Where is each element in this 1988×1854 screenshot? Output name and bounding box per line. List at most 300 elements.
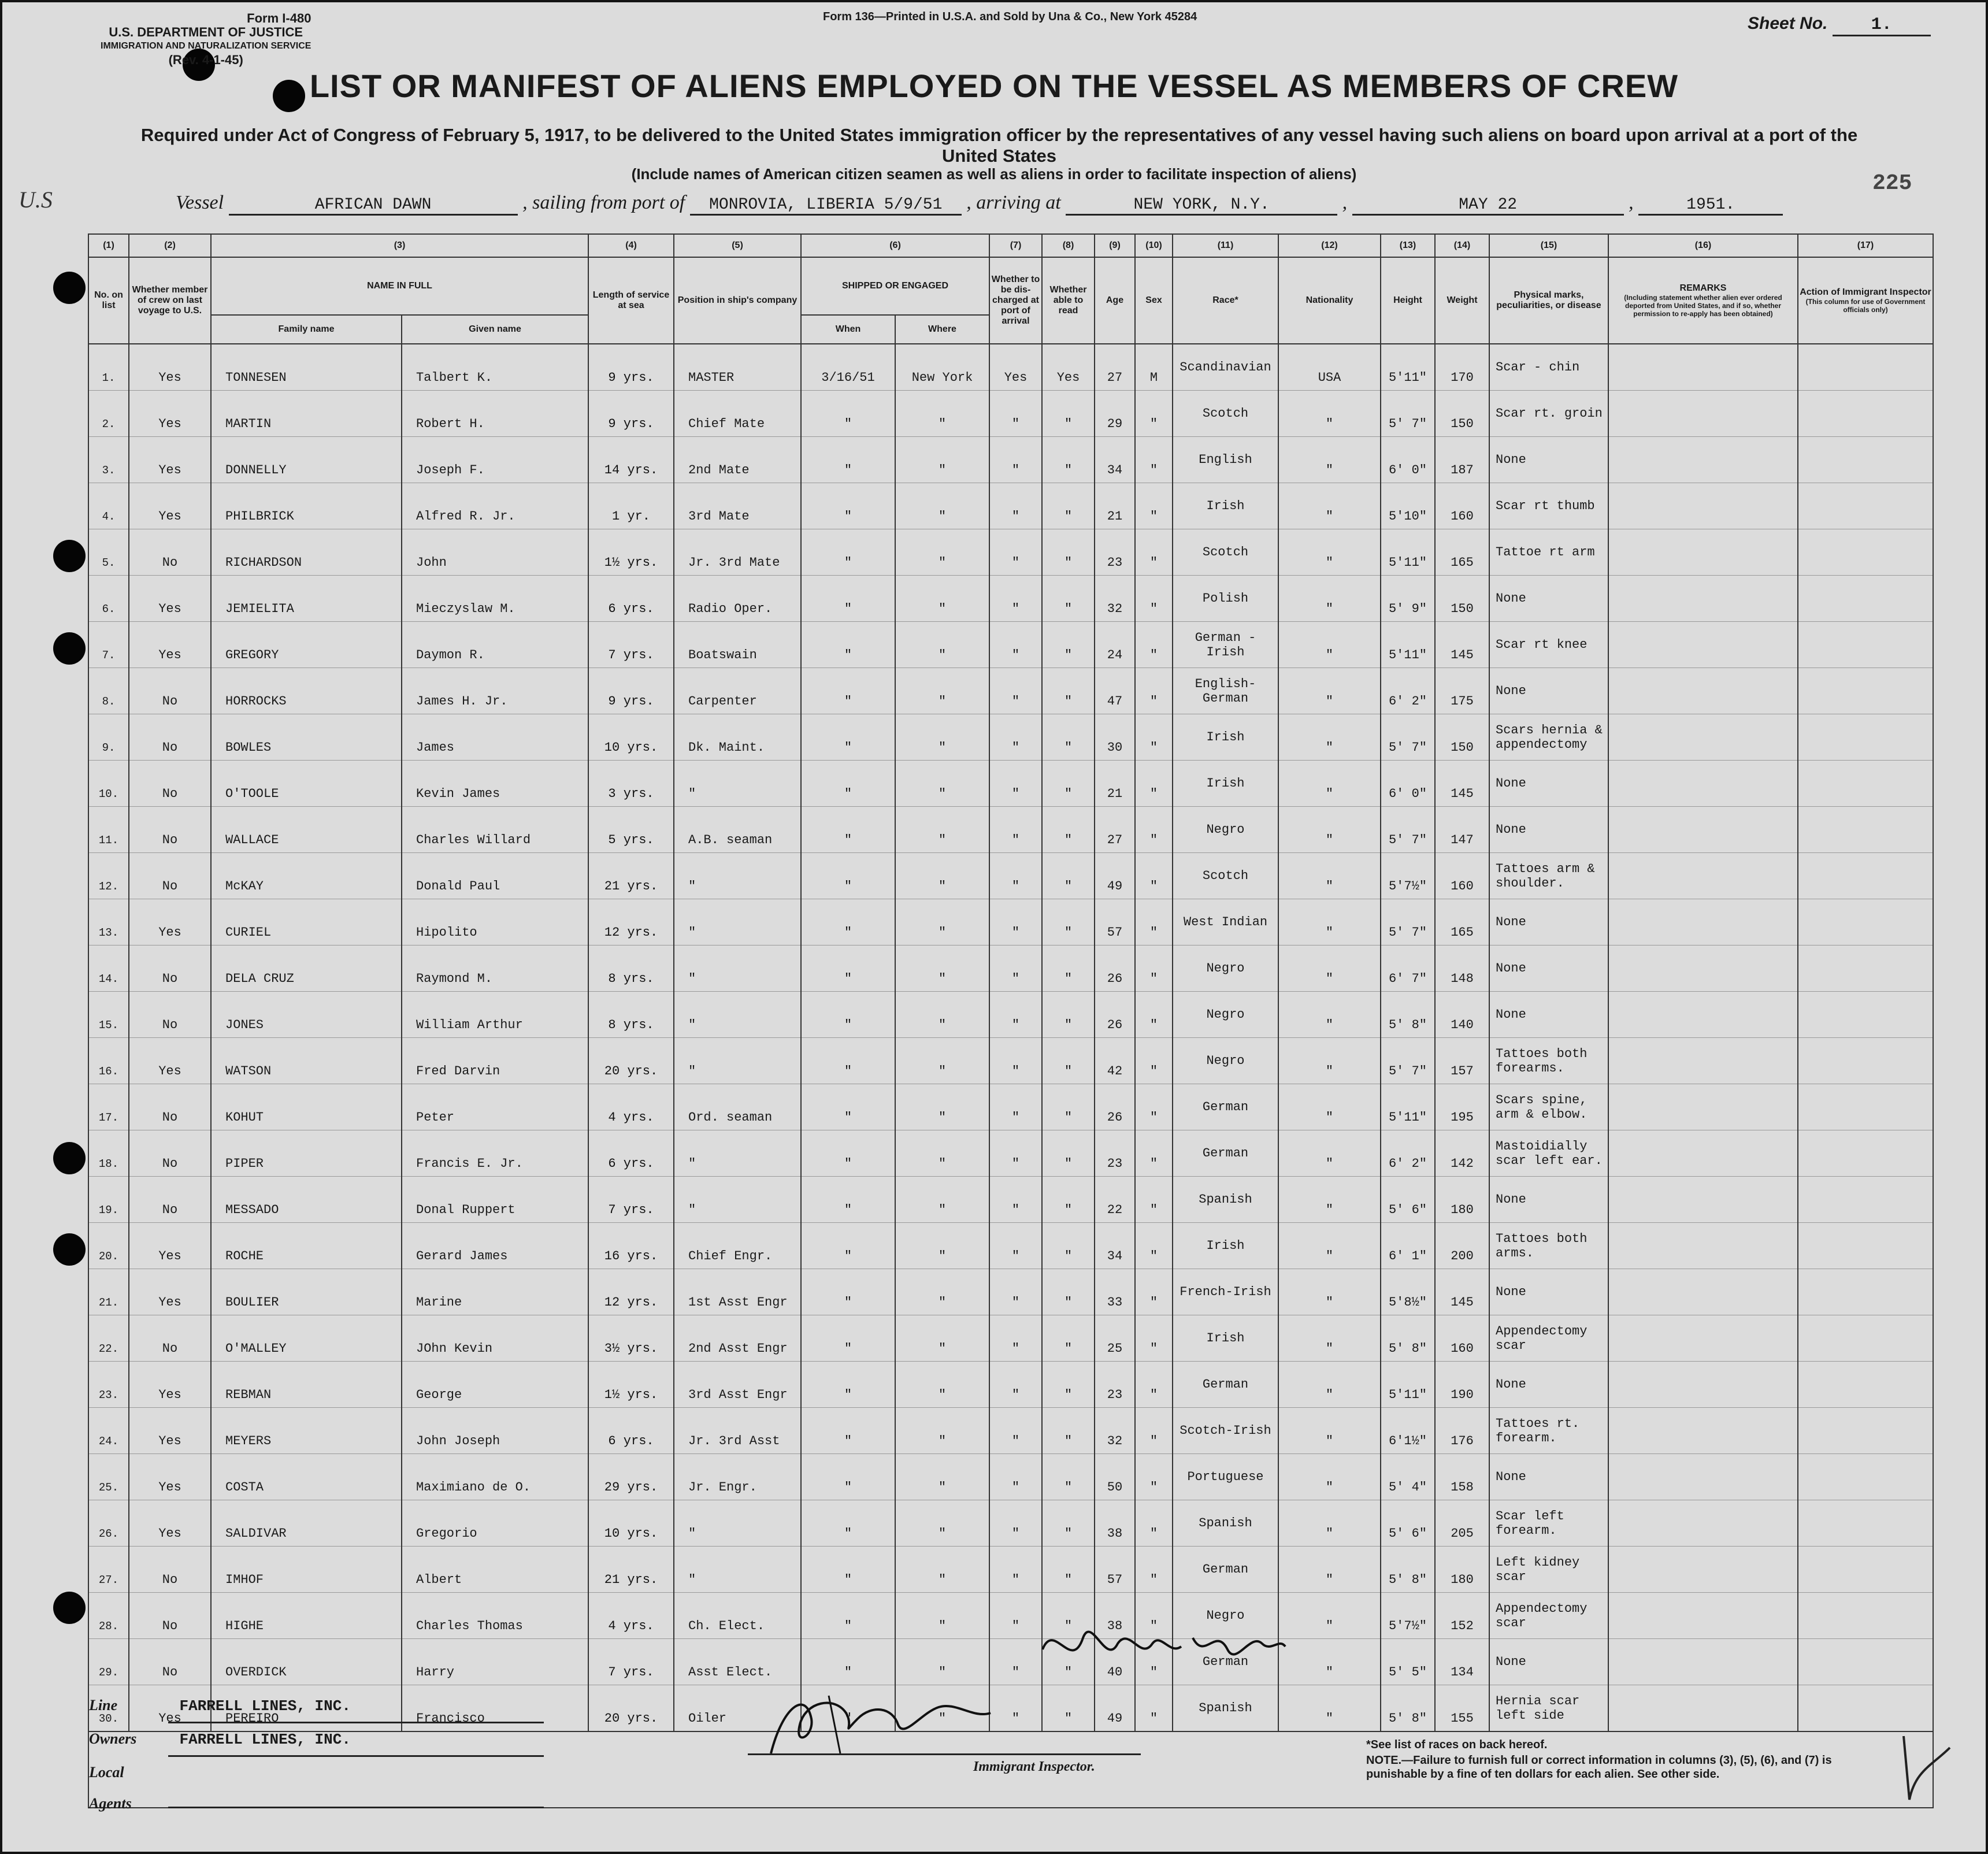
table-row [88,391,1933,437]
weight: 165 [1435,899,1489,945]
shipped-where: New York [895,344,989,391]
age: 49 [1095,853,1135,899]
length-of-service: 9 yrs. [588,391,674,437]
weight: 195 [1435,1084,1489,1130]
remarks-cell [1608,483,1798,529]
ship-position: Jr. 3rd Mate [674,529,801,576]
able-to-read: Yes [1042,344,1095,391]
sex: " [1135,992,1173,1038]
owners-value: FARRELL LINES, INC. [168,1724,544,1757]
sex: " [1135,529,1173,576]
table-row [88,1593,1933,1639]
weight: 160 [1435,853,1489,899]
length-of-service: 1 yr. [588,483,674,529]
given-name: James [402,714,588,761]
header-where: Where [895,315,989,344]
shipped-when: " [801,807,895,853]
table-row [88,622,1933,668]
line-owners-block [89,1690,544,1819]
shipped-where: " [895,576,989,622]
shipped-when: " [801,1408,895,1454]
action-cell [1798,807,1933,853]
given-name: John [402,529,588,576]
shipped-where: " [895,1362,989,1408]
col-2-number: (2) [129,234,211,257]
race: West Indian [1173,899,1278,945]
member-last-voyage: No [129,1315,211,1362]
height: 5' 7" [1381,1038,1435,1084]
weight: 147 [1435,807,1489,853]
stamp-number: 225 [1872,171,1912,196]
to-be-discharged: " [989,391,1042,437]
table-row [88,1038,1933,1084]
shipped-where: " [895,761,989,807]
length-of-service: 3 yrs. [588,761,674,807]
physical-marks: None [1489,1177,1608,1223]
physical-marks: None [1489,899,1608,945]
height: 5' 8" [1381,992,1435,1038]
shipped-when: " [801,1038,895,1084]
ship-position: Jr. Engr. [674,1454,801,1500]
member-last-voyage: Yes [129,437,211,483]
action-cell [1798,622,1933,668]
table-row [88,1408,1933,1454]
sex: " [1135,1362,1173,1408]
header-action [1798,257,1933,344]
race: Portuguese [1173,1454,1278,1500]
age: 34 [1095,437,1135,483]
shipped-when: " [801,853,895,899]
race: Irish [1173,483,1278,529]
ship-position: Carpenter [674,668,801,714]
action-cell [1798,1547,1933,1593]
col-5-number: (5) [674,234,801,257]
able-to-read: " [1042,853,1095,899]
sex: " [1135,714,1173,761]
height: 5'11" [1381,529,1435,576]
nationality: " [1278,1685,1381,1732]
age: 38 [1095,1500,1135,1547]
col-4-number: (4) [588,234,674,257]
given-name: Maximiano de O. [402,1454,588,1500]
to-be-discharged: " [989,1177,1042,1223]
remarks-title: REMARKS [1679,283,1727,293]
sailing-label: , sailing from port of [522,192,685,213]
shipped-where: " [895,1223,989,1269]
member-last-voyage: No [129,1130,211,1177]
shipped-when: " [801,761,895,807]
member-last-voyage: Yes [129,483,211,529]
member-last-voyage: Yes [129,899,211,945]
arriving-value: NEW YORK, N.Y. [1066,196,1337,216]
shipped-when: " [801,1547,895,1593]
length-of-service: 12 yrs. [588,1269,674,1315]
row-number: 30. [88,1685,129,1732]
given-name: Robert H. [402,391,588,437]
member-last-voyage: No [129,945,211,992]
physical-marks: Scar rt thumb [1489,483,1608,529]
col-17-number: (17) [1798,234,1933,257]
sex: " [1135,761,1173,807]
member-last-voyage: No [129,714,211,761]
table-row [88,576,1933,622]
row-number: 21. [88,1269,129,1315]
weight: 165 [1435,529,1489,576]
given-name: Kevin James [402,761,588,807]
vessel-label: Vessel [176,192,224,213]
member-last-voyage: No [129,1177,211,1223]
table-row [88,945,1933,992]
weight: 150 [1435,576,1489,622]
given-name: Francisco [402,1685,588,1732]
given-name: Marine [402,1269,588,1315]
table-row [88,1177,1933,1223]
header-length-service: Length of service at sea [588,257,674,344]
physical-marks: Scars spine, arm & elbow. [1489,1084,1608,1130]
race: German [1173,1639,1278,1685]
able-to-read: " [1042,483,1095,529]
given-name: James H. Jr. [402,668,588,714]
ship-position: " [674,761,801,807]
race: German - Irish [1173,622,1278,668]
action-cell [1798,529,1933,576]
to-be-discharged: " [989,1362,1042,1408]
weight: 145 [1435,622,1489,668]
row-number: 22. [88,1315,129,1362]
age: 29 [1095,391,1135,437]
weight: 160 [1435,1315,1489,1362]
weight: 150 [1435,391,1489,437]
agents-entry [89,1757,544,1819]
height: 5' 8" [1381,1315,1435,1362]
ship-position: " [674,853,801,899]
action-cell [1798,1084,1933,1130]
shipped-when: " [801,714,895,761]
col-10-number: (10) [1135,234,1173,257]
header-no-on-list: No. on list [88,257,129,344]
family-name: MESSADO [211,1177,402,1223]
header-weight: Weight [1435,257,1489,344]
weight: 142 [1435,1130,1489,1177]
action-note: (This column for use of Government officials only) [1805,298,1926,314]
nationality: " [1278,992,1381,1038]
race: Irish [1173,1223,1278,1269]
given-name: JOhn Kevin [402,1315,588,1362]
shipped-where: " [895,1177,989,1223]
nationality: " [1278,391,1381,437]
physical-marks: None [1489,807,1608,853]
physical-marks: Appendectomy scar [1489,1315,1608,1362]
ship-position: Asst Elect. [674,1639,801,1685]
height: 5'11" [1381,622,1435,668]
to-be-discharged: " [989,668,1042,714]
action-cell [1798,437,1933,483]
page-title: LIST OR MANIFEST OF ALIENS EMPLOYED ON THE VESSEL AS MEMBERS OF CREW [309,68,1679,104]
shipped-where: " [895,1269,989,1315]
remarks-cell [1608,714,1798,761]
nationality: " [1278,807,1381,853]
age: 57 [1095,1547,1135,1593]
ship-position: MASTER [674,344,801,391]
race: Polish [1173,576,1278,622]
sex: " [1135,1130,1173,1177]
shipped-when: " [801,1315,895,1362]
header-shipped-engaged: SHIPPED OR ENGAGED [801,257,989,315]
length-of-service: 1½ yrs. [588,529,674,576]
age: 23 [1095,529,1135,576]
weight: 145 [1435,761,1489,807]
remarks-cell [1608,529,1798,576]
row-number: 3. [88,437,129,483]
weight: 150 [1435,714,1489,761]
punch-hole [53,1233,86,1266]
ship-position: " [674,1547,801,1593]
sex: " [1135,945,1173,992]
age: 32 [1095,1408,1135,1454]
given-name: George [402,1362,588,1408]
age: 27 [1095,807,1135,853]
ship-position: Dk. Maint. [674,714,801,761]
able-to-read: " [1042,1454,1095,1500]
member-last-voyage: No [129,807,211,853]
row-number: 7. [88,622,129,668]
nationality: " [1278,714,1381,761]
length-of-service: 29 yrs. [588,1454,674,1500]
table-row [88,714,1933,761]
header-sex: Sex [1135,257,1173,344]
ship-position: 2nd Mate [674,437,801,483]
action-cell [1798,1177,1933,1223]
weight: 157 [1435,1038,1489,1084]
length-of-service: 12 yrs. [588,899,674,945]
shipped-when: 3/16/51 [801,344,895,391]
row-number: 25. [88,1454,129,1500]
family-name: JONES [211,992,402,1038]
able-to-read: " [1042,1269,1095,1315]
given-name: Talbert K. [402,344,588,391]
ship-position: Radio Oper. [674,576,801,622]
race: Scotch [1173,853,1278,899]
height: 5'8½" [1381,1269,1435,1315]
action-cell [1798,1130,1933,1177]
length-of-service: 20 yrs. [588,1685,674,1732]
table-row [88,1269,1933,1315]
age: 23 [1095,1362,1135,1408]
remarks-cell [1608,576,1798,622]
shipped-where: " [895,1315,989,1362]
nationality: " [1278,761,1381,807]
physical-marks: None [1489,945,1608,992]
remarks-cell [1608,1408,1798,1454]
weight: 152 [1435,1593,1489,1639]
action-cell [1798,1454,1933,1500]
header-race: Race* [1173,257,1278,344]
family-name: COSTA [211,1454,402,1500]
ship-position: " [674,1500,801,1547]
weight: 134 [1435,1639,1489,1685]
remarks-cell [1608,899,1798,945]
remarks-cell [1608,807,1798,853]
row-number: 16. [88,1038,129,1084]
nationality: " [1278,899,1381,945]
age: 26 [1095,992,1135,1038]
remarks-cell [1608,853,1798,899]
nationality: " [1278,1408,1381,1454]
punch-hole [53,272,86,304]
height: 5' 8" [1381,1547,1435,1593]
shipped-where: " [895,437,989,483]
shipped-where: " [895,668,989,714]
member-last-voyage: No [129,992,211,1038]
race: German [1173,1130,1278,1177]
family-name: PEREIRO [211,1685,402,1732]
to-be-discharged: " [989,1500,1042,1547]
length-of-service: 6 yrs. [588,1408,674,1454]
nationality: " [1278,1269,1381,1315]
sheet-number [1748,14,1931,36]
weight: 175 [1435,668,1489,714]
nationality: " [1278,1639,1381,1685]
sex: " [1135,1547,1173,1593]
inspector-signature [759,1673,1002,1765]
length-of-service: 10 yrs. [588,714,674,761]
row-number: 15. [88,992,129,1038]
given-name: Albert [402,1547,588,1593]
length-of-service: 6 yrs. [588,576,674,622]
able-to-read: " [1042,391,1095,437]
ship-position: Ch. Elect. [674,1593,801,1639]
shipped-where: " [895,899,989,945]
remarks-cell [1608,622,1798,668]
header-family-name: Family name [211,315,402,344]
height: 5'11" [1381,344,1435,391]
length-of-service: 21 yrs. [588,853,674,899]
ship-position: Boatswain [674,622,801,668]
sheet-value: 1. [1833,15,1931,36]
height: 5' 7" [1381,714,1435,761]
row-number: 6. [88,576,129,622]
given-name: John Joseph [402,1408,588,1454]
shipped-where: " [895,853,989,899]
nationality: " [1278,1454,1381,1500]
physical-marks: None [1489,1269,1608,1315]
shipped-when: " [801,1639,895,1685]
shipped-when: " [801,1362,895,1408]
table-row [88,1547,1933,1593]
able-to-read: " [1042,1177,1095,1223]
length-of-service: 7 yrs. [588,1639,674,1685]
physical-marks: Left kidney scar [1489,1547,1608,1593]
member-last-voyage: Yes [129,1685,211,1732]
nationality: " [1278,1315,1381,1362]
member-last-voyage: No [129,761,211,807]
sex: " [1135,1177,1173,1223]
table-row [88,1084,1933,1130]
row-number: 14. [88,945,129,992]
length-of-service: 1½ yrs. [588,1362,674,1408]
shipped-when: " [801,1223,895,1269]
shipped-where: " [895,391,989,437]
nationality: " [1278,1177,1381,1223]
given-name: Joseph F. [402,437,588,483]
sex: " [1135,1500,1173,1547]
weight: 205 [1435,1500,1489,1547]
shipped-where: " [895,1408,989,1454]
race: Scotch [1173,391,1278,437]
given-name: Charles Thomas [402,1593,588,1639]
remarks-cell [1608,761,1798,807]
row-number: 5. [88,529,129,576]
agents-value [168,1789,544,1808]
sex: " [1135,483,1173,529]
row-number: 24. [88,1408,129,1454]
member-last-voyage: Yes [129,391,211,437]
age: 21 [1095,483,1135,529]
sex: " [1135,1315,1173,1362]
length-of-service: 6 yrs. [588,1130,674,1177]
physical-marks: Scars hernia & appendectomy [1489,714,1608,761]
col-8-number: (8) [1042,234,1095,257]
race: Irish [1173,1315,1278,1362]
physical-marks: None [1489,576,1608,622]
remarks-cell [1608,391,1798,437]
sheet-label: Sheet No. [1748,14,1828,33]
height: 6' 2" [1381,668,1435,714]
header-name-in-full: NAME IN FULL [211,257,588,315]
physical-marks: Tattoes both arms. [1489,1223,1608,1269]
given-name: Mieczyslaw M. [402,576,588,622]
ship-position: " [674,899,801,945]
height: 5'7½" [1381,1593,1435,1639]
header-whether-member: Whether member of crew on last voyage to U.S. [129,257,211,344]
length-of-service: 14 yrs. [588,437,674,483]
remarks-cell [1608,668,1798,714]
shipped-where: " [895,1639,989,1685]
header-given-name: Given name [402,315,588,344]
nationality: " [1278,945,1381,992]
given-name: Fred Darvin [402,1038,588,1084]
row-number: 11. [88,807,129,853]
remarks-cell [1608,1130,1798,1177]
race: Negro [1173,945,1278,992]
weight: 180 [1435,1547,1489,1593]
age: 30 [1095,714,1135,761]
shipped-when: " [801,668,895,714]
vessel-line: Vessel AFRICAN DAWN , sailing from port of MONROVIA, LIBERIA 5/9/51 , arriving at NEW YORK, N.Y. , MAY 22 , 1951. [176,192,1783,216]
height: 5' 8" [1381,1685,1435,1732]
given-name: Gregorio [402,1500,588,1547]
family-name: BOULIER [211,1269,402,1315]
header-physical-marks: Physical marks, peculiarities, or disease [1489,257,1608,344]
remarks-cell [1608,1223,1798,1269]
to-be-discharged: " [989,1315,1042,1362]
to-be-discharged: " [989,1408,1042,1454]
table-row [88,761,1933,807]
to-be-discharged: " [989,714,1042,761]
shipped-where: " [895,1084,989,1130]
to-be-discharged: " [989,1084,1042,1130]
shipped-where: " [895,1593,989,1639]
able-to-read: " [1042,1362,1095,1408]
shipped-when: " [801,1454,895,1500]
action-cell [1798,1038,1933,1084]
weight: 176 [1435,1408,1489,1454]
able-to-read: " [1042,714,1095,761]
given-name: Francis E. Jr. [402,1130,588,1177]
given-name: Donal Ruppert [402,1177,588,1223]
vessel-value: AFRICAN DAWN [229,196,518,216]
able-to-read: " [1042,1685,1095,1732]
